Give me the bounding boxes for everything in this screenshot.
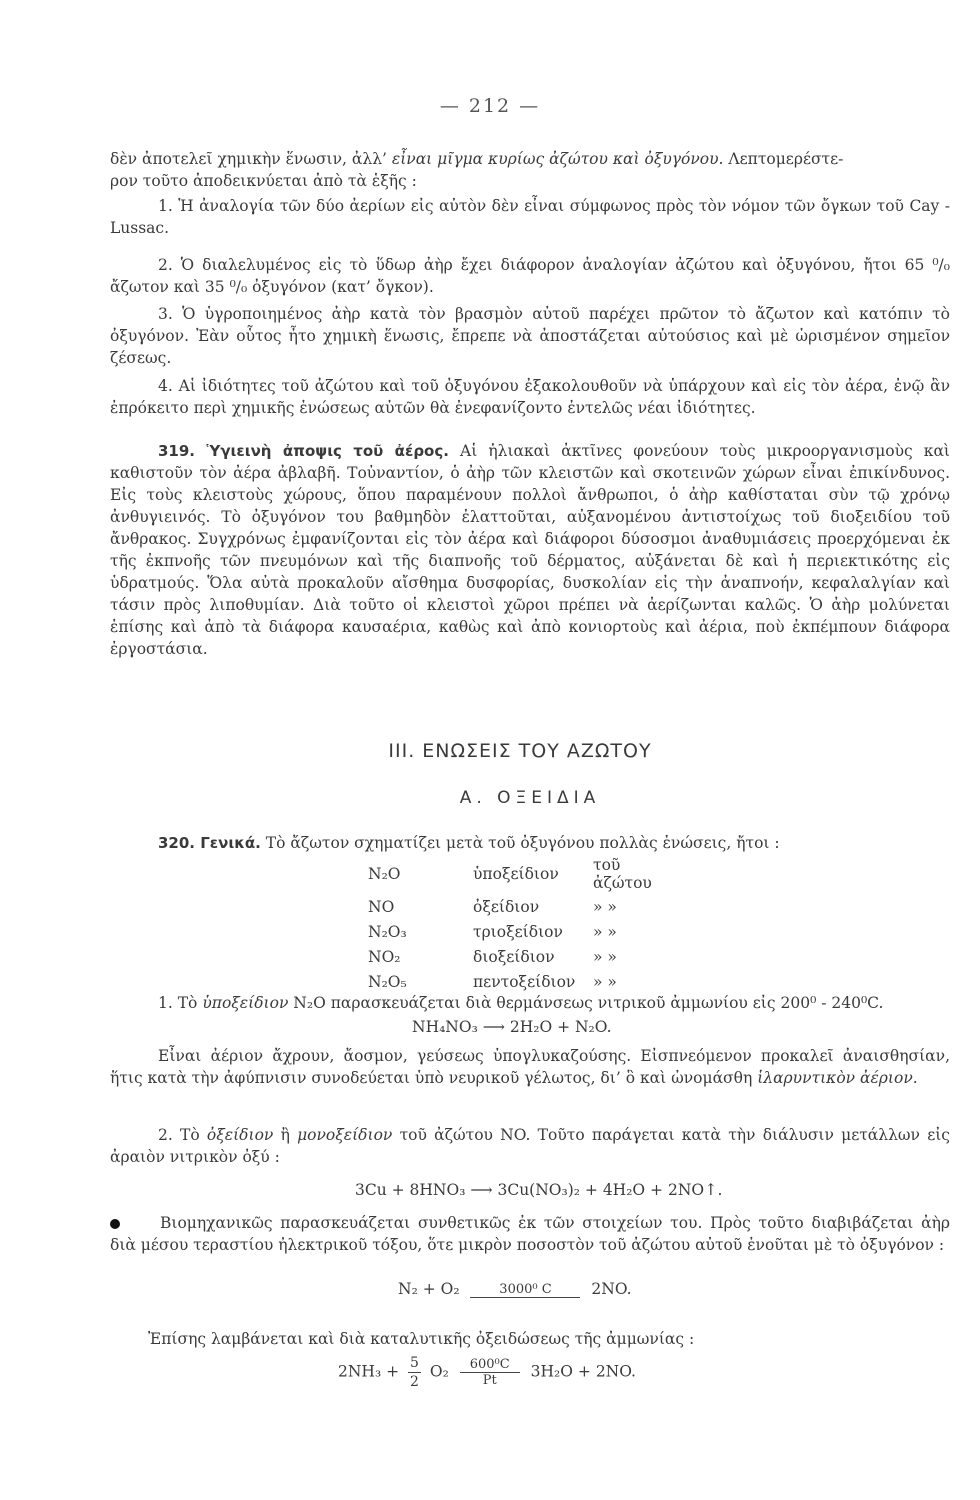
point-1-text: 1. Ἡ ἀναλογία τῶν δύο ἀερίων εἰς αὐτὸν δὲν εἶναι σύμφωνος πρὸς τὸν νόμον τῶν ὄγκων τοῦ Cay - Lussac. (110, 197, 950, 237)
oxide-formula: NO₂ (368, 948, 401, 966)
industrial-eq-right: 2NO. (591, 1280, 632, 1298)
oxide-row (368, 922, 653, 947)
catalytic-paragraph (110, 1328, 950, 1350)
intro-line1-end: Λεπτομερέστε- (723, 150, 844, 168)
n2o-start: 1. Τὸ (158, 994, 203, 1012)
point-2-text: 2. Ὁ διαλελυμένος εἰς τὸ ὕδωρ ἀὴρ ἔχει διάφορον ἀναλογίαν ἀζώτου καὶ ὀξυγόνου, ἤτοι 65 ⁰/₀ ἄζωτον καὶ 35 ⁰/₀ ὀξυγόνον (κατ’ ὄγκον). (110, 256, 950, 296)
catalytic-eq-left: 2NH₃ + (338, 1362, 400, 1381)
catalytic-arrow (460, 1357, 520, 1388)
section-319-heading: 319. Ὑγιεινὴ ἀποψις τοῦ ἀέρος. (158, 442, 449, 460)
catalytic-equation (338, 1354, 636, 1391)
page-number: — 212 — (439, 95, 541, 117)
no-mid: ἢ (273, 1126, 298, 1144)
catalytic-eq-right: 3H₂O + 2NO. (530, 1362, 636, 1381)
oxide-genitive: » » (593, 898, 617, 916)
oxide-formula: NO (368, 898, 395, 916)
catalytic-text: Ἐπίσης λαμβάνεται καὶ διὰ καταλυτικῆς ὀξειδώσεως τῆς ἀμμωνίας : (148, 1330, 695, 1348)
oxide-formula: N₂O₅ (368, 973, 407, 991)
section-320 (110, 832, 950, 854)
chapter-heading: III. ΕΝΩΣΕΙΣ ΤΟΥ ΑΖΩΤΟΥ (388, 740, 652, 762)
fraction-numerator: 5 (410, 1355, 419, 1371)
no-equation (355, 1180, 722, 1199)
catalytic-o2: O₂ (429, 1362, 449, 1381)
industrial-equation (398, 1280, 632, 1298)
industrial-eq-left: N₂ + O₂ (398, 1280, 460, 1298)
oxide-genitive: » » (593, 948, 617, 966)
oxide-name: διοξείδιον (473, 948, 555, 966)
section-319 (110, 440, 950, 660)
oxide-genitive: » » (593, 923, 617, 941)
no-rest: τοῦ ἀζώτου NO. Τοῦτο παράγεται κατὰ τὴν διάλυσιν μετάλλων εἰς ἀραιὸν νιτρικὸν ὀξύ : (110, 1126, 950, 1166)
point-3 (110, 303, 950, 369)
point-1 (110, 195, 950, 239)
n2o-desc-text: Εἶναι ἀέριον ἄχρουν, ἄοσμον, γεύσεως ὑπογλυκαζούσης. Εἰσπνεόμενον προκαλεῖ ἀναισθησίαν, ἥτις κατὰ τὴν ἀφύπνισιν συνοδεύεται ὑπὸ νευρικοῦ γέλωτος, δι’ ὃ καὶ ὠνομάσθη (110, 1047, 950, 1087)
catalytic-condition-bottom: Pt (482, 1373, 497, 1388)
intro-paragraph (110, 148, 950, 192)
oxide-formula: N₂O (368, 865, 401, 883)
point-2 (110, 254, 950, 298)
n2o-description (110, 1045, 950, 1089)
fraction-denominator: 2 (410, 1374, 419, 1390)
bullet-icon (110, 1219, 120, 1229)
intro-line2: ρον τοῦτο ἀποδεικνύεται ἀπὸ τὰ ἑξῆς : (110, 172, 417, 190)
oxide-name: πεντοξείδιον (473, 973, 576, 991)
point-4 (110, 375, 950, 419)
gas-up-arrow-icon: ↑ (704, 1180, 718, 1199)
section-319-text: Αἱ ἡλιακαὶ ἀκτῖνες φονεύουν τοὺς μικροοργανισμοὺς καὶ καθιστοῦν τὸν ἀέρα ἀβλαβῆ. Τοὐναντίον, ὁ ἀὴρ τῶν κλειστῶν καὶ σκοτεινῶν χώρων εἶναι ἐπικίνδυνος. Εἰς τοὺς κλειστοὺς χώρους, ὅπου παραμένουν πολλοὶ ἄνθρωποι, ὁ ἀὴρ καθίσταται σὺν τῷ χρόνῳ ἀνθυγιεινός. Τὸ ὀξυγόνον του βαθμηδὸν ἐλαττοῦται, αὐξανομένου ἀντιστοίχως τοῦ διοξειδίου τοῦ ἄνθρακος. Συγχρόνως ἐμφανίζονται εἰς τὸν ἀέρα καὶ διάφοροι δύσοσμοι ἀναθυμιάσεις προερχόμεναι ἐκ τῆς ἐκπνοῆς τῶν πνευμόνων καὶ τῆς διαπνοῆς τοῦ δέρματος, αὐξάνεται δὲ καὶ ἡ περιεκτικότης εἰς ὑδρατμούς. Ὅλα αὐτὰ προκαλοῦν αἴσθημα δυσφορίας, δυσκολίαν εἰς τὴν ἀναπνοήν, κεφαλαλγίαν καὶ τάσιν πρὸς λιποθυμίαν. Διὰ τοῦτο οἱ κλειστοὶ χῶροι πρέπει νὰ ἀερίζωνται καλῶς. Ὁ ἀὴρ μολύνεται ἐπίσης καὶ ἀπὸ τὰ διάφορα καυσαέρια, καθὼς καὶ ἀπὸ κονιορτοὺς καὶ ἀέρια, ποὺ ἐκπέμπουν διάφορα ἐργοστάσια. (110, 442, 950, 658)
oxide-name: ὀξείδιον (473, 898, 540, 916)
no-start: 2. Τὸ (158, 1126, 207, 1144)
fraction (408, 1354, 421, 1391)
no-italic-2: μονοξείδιον (297, 1126, 393, 1144)
oxide-row (368, 897, 653, 922)
industrial-paragraph (110, 1212, 950, 1256)
no-equation-text: 3Cu + 8HNO₃ ⟶ 3Cu(NO₃)₂ + 4H₂O + 2NO (355, 1181, 705, 1199)
industrial-condition: 3000⁰ C (499, 1282, 552, 1297)
n2o-rest: N₂O παρασκευάζεται διὰ θερμάνσεως νιτρικοῦ ἀμμωνίου εἰς 200⁰ - 240⁰C. (288, 994, 884, 1012)
point-4-text: 4. Αἱ ἰδιότητες τοῦ ἀζώτου καὶ τοῦ ὀξυγόνου ἐξακολουθοῦν νὰ ὑπάρχουν καὶ εἰς τὸν ἀέρα, ἐνῷ ἂν ἐπρόκειτο περὶ χημικῆς ἑνώσεως αὐτῶν θὰ ἐνεφανίζοντο ἐντελῶς νέαι ἰδιότητες. (110, 377, 950, 417)
no-italic-1: ὀξείδιον (206, 1126, 274, 1144)
section-320-text: Τὸ ἄζωτον σχηματίζει μετὰ τοῦ ὀξυγόνου πολλὰς ἑνώσεις, ἤτοι : (260, 834, 780, 852)
no-paragraph (110, 1124, 950, 1168)
n2o-italic: ὑποξείδιον (202, 994, 289, 1012)
oxide-genitive: τοῦ ἀζώτου (593, 856, 652, 892)
n2o-paragraph (110, 992, 950, 1014)
oxide-formula: N₂O₃ (368, 923, 407, 941)
industrial-text: Βιομηχανικῶς παρασκευάζεται συνθετικῶς ἐκ τῶν στοιχείων του. Πρὸς τοῦτο διαβιβάζεται ἀὴρ διὰ μέσου τεραστίου ἠλεκτρικοῦ τόξου, ὅτε μικρὸν ποσοστὸν τοῦ ἀζώτου αὐτοῦ ἑνοῦται μὲ τὸ ὀξυγόνον : (110, 1214, 950, 1254)
oxide-name: ὑποξείδιον (473, 865, 559, 883)
industrial-arrow (470, 1282, 580, 1298)
n2o-desc-italic: ἱλαρυντικὸν ἀέριον. (757, 1069, 918, 1087)
oxide-row (368, 947, 653, 972)
intro-line1: δὲν ἀποτελεῖ χημικὴν ἕνωσιν, ἀλλ’ (110, 150, 392, 168)
section-320-heading: 320. Γενικά. (158, 834, 261, 852)
intro-italic: εἶναι μῖγμα κυρίως ἀζώτου καὶ ὀξυγόνου. (391, 150, 724, 168)
oxide-name: τριοξείδιον (473, 923, 563, 941)
point-3-text: 3. Ὁ ὑγροποιημένος ἀὴρ κατὰ τὸν βρασμὸν αὐτοῦ παρέχει πρῶτον τὸ ἄζωτον καὶ κατόπιν τὸ ὀξυγόνον. Ἐὰν οὗτος ἦτο χημικὴ ἕνωσις, ἔπρεπε νὰ ἀποστάζεται αὐτούσιος καὶ μὲ ὡρισμένον σημεῖον ζέσεως. (110, 305, 950, 367)
catalytic-condition-top: 600⁰C (469, 1357, 510, 1372)
n2o-equation: NH₄NO₃ ⟶ 2H₂O + N₂O. (412, 1018, 612, 1036)
oxide-genitive: » » (593, 973, 617, 991)
subheading: Α. ΟΞΕΙΔΙΑ (459, 788, 601, 808)
oxides-table (368, 856, 653, 997)
no-equation-period: . (717, 1181, 723, 1199)
oxide-row (368, 856, 653, 897)
